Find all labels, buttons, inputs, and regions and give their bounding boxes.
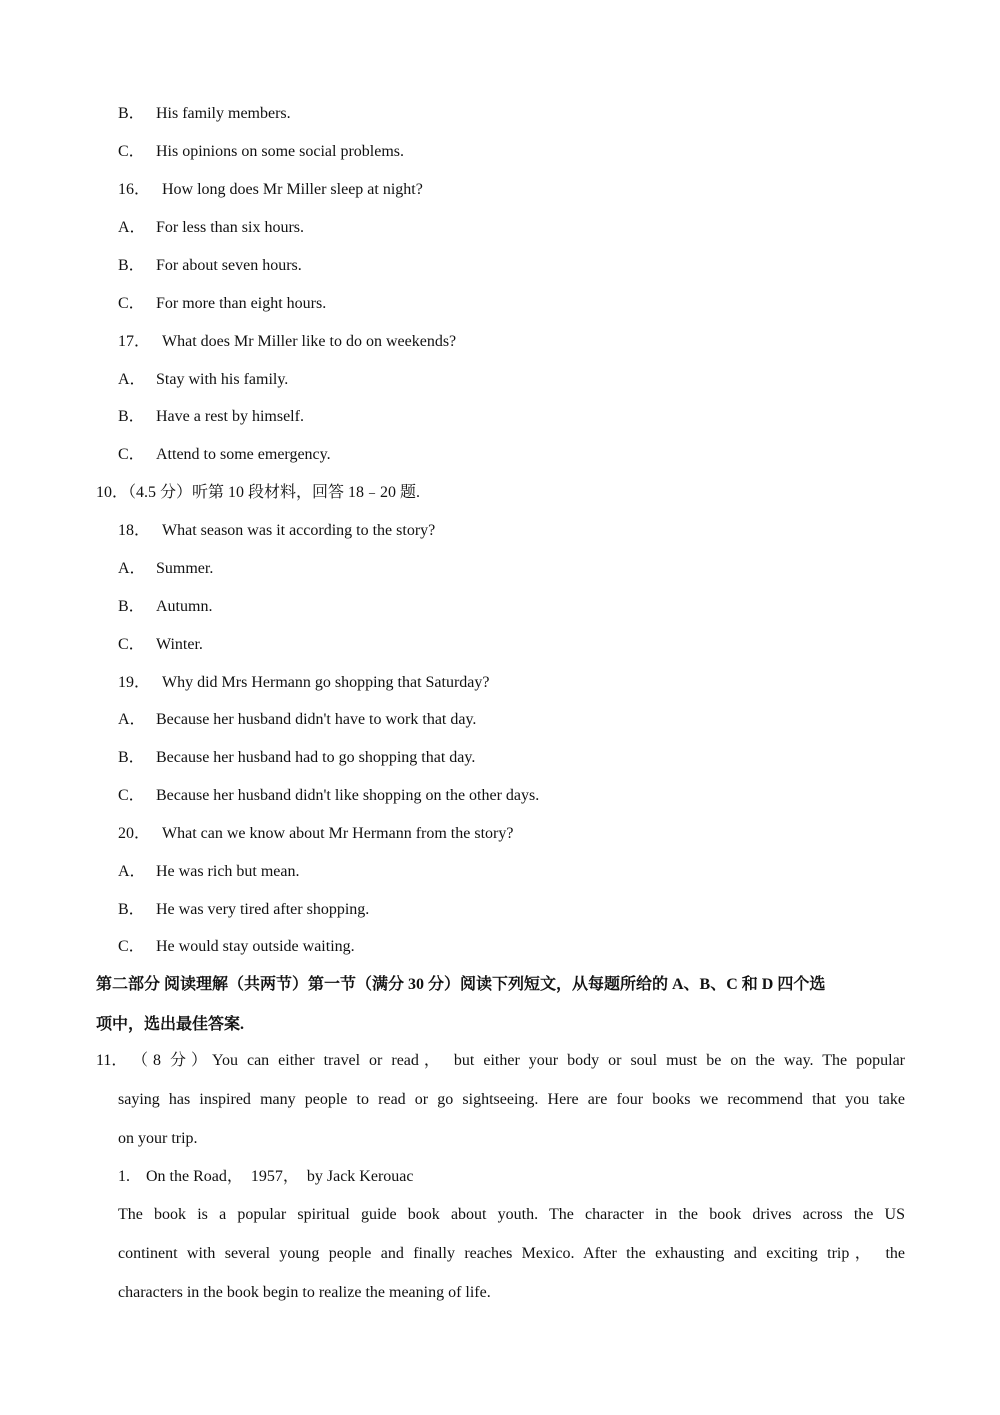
q18-option-b (118, 597, 212, 617)
option-text: His opinions on some social problems. (156, 143, 404, 160)
q19-option-c (118, 786, 539, 806)
option-text: Summer. (156, 560, 214, 577)
q18-option-a (118, 559, 213, 579)
question-text: Why did Mrs Hermann go shopping that Saturday? (162, 674, 490, 691)
q17-option-a (118, 370, 288, 390)
option-label: A． (118, 560, 146, 577)
question-text: How long does Mr Miller sleep at night? (162, 181, 423, 198)
option-text: He was very tired after shopping. (156, 901, 370, 918)
q20-option-b (118, 900, 369, 920)
question-11-intro (118, 1090, 905, 1168)
q15-option-c (118, 142, 404, 162)
q19-option-b (118, 748, 475, 768)
option-label: B． (118, 257, 145, 274)
q20-option-c (118, 937, 355, 957)
option-text: For less than six hours. (156, 219, 304, 236)
option-label: B． (118, 901, 145, 918)
option-text: For more than eight hours. (156, 295, 327, 312)
part2-heading-line1: 第二部分 阅读理解（共两节）第一节（满分 30 分）阅读下列短文，从每题所给的 A、B、C 和 D 四个选 (96, 976, 826, 993)
option-label: C． (118, 787, 145, 804)
option-text: Attend to some emergency. (156, 446, 331, 463)
question-17 (118, 332, 456, 352)
question-11-number: 11． (96, 1052, 128, 1069)
book-1-description (118, 1205, 905, 1322)
question-19 (118, 673, 490, 693)
option-label: C． (118, 446, 145, 463)
option-label: C． (118, 295, 145, 312)
option-label: B． (118, 408, 145, 425)
option-text: Winter. (156, 636, 203, 653)
question-text: What season was it according to the story? (162, 522, 436, 539)
option-text: His family members. (156, 105, 291, 122)
q16-option-a (118, 218, 304, 238)
q17-option-c (118, 445, 331, 465)
question-number: 16． (118, 181, 151, 198)
question-18 (118, 521, 435, 541)
q15-option-b (118, 104, 291, 124)
q19-option-a (118, 710, 476, 730)
option-label: A． (118, 711, 146, 728)
paragraph-line: saying has inspired many people to read or go sightseeing. Here are four books we recommend that you take (118, 1091, 905, 1108)
option-text: For about seven hours. (156, 257, 302, 274)
paragraph-line: on your trip. (118, 1130, 198, 1147)
part2-heading-line2: 项中，选出最佳答案. (96, 1016, 245, 1033)
option-text: Stay with his family. (156, 371, 289, 388)
option-text: He would stay outside waiting. (156, 938, 355, 955)
option-label: C． (118, 636, 145, 653)
option-label: A． (118, 863, 146, 880)
q18-option-c (118, 635, 203, 655)
option-text: Because her husband didn't have to work that day. (156, 711, 477, 728)
paragraph-line: （8 分）You can either travel or read， but either your body or soul must be on the way. The popular (132, 1052, 905, 1069)
q17-option-b (118, 407, 304, 427)
option-label: C． (118, 938, 145, 955)
paragraph-line: continent with several young people and finally reaches Mexico. After the exhausting and exciting trip， the (118, 1245, 905, 1262)
book-1-title: 1. On the Road， 1957， by Jack Kerouac (118, 1168, 414, 1185)
option-text: He was rich but mean. (156, 863, 300, 880)
question-number: 18． (118, 522, 151, 539)
question-number: 19． (118, 674, 151, 691)
option-text: Autumn. (156, 598, 213, 615)
q20-option-a (118, 862, 300, 882)
option-label: B． (118, 749, 145, 766)
option-label: C． (118, 143, 145, 160)
question-16 (118, 180, 423, 200)
option-label: B． (118, 105, 145, 122)
listening-section-10-header: 10．（4.5 分）听第 10 段材料，回答 18﹣20 题. (96, 484, 421, 501)
question-text: What can we know about Mr Hermann from the story? (162, 825, 514, 842)
option-text: Because her husband had to go shopping that day. (156, 749, 476, 766)
question-text: What does Mr Miller like to do on weekends? (162, 333, 457, 350)
option-label: B． (118, 598, 145, 615)
question-20 (118, 824, 513, 844)
question-11-intro-line1 (132, 1051, 905, 1090)
option-text: Have a rest by himself. (156, 408, 304, 425)
q16-option-b (118, 256, 302, 276)
paragraph-line: characters in the book begin to realize the meaning of life. (118, 1284, 491, 1301)
option-label: A． (118, 371, 146, 388)
question-number: 20． (118, 825, 151, 842)
q16-option-c (118, 294, 326, 314)
paragraph-line: The book is a popular spiritual guide book about youth. The character in the book drives across the US (118, 1206, 905, 1223)
question-number: 17． (118, 333, 151, 350)
option-label: A． (118, 219, 146, 236)
option-text: Because her husband didn't like shopping on the other days. (156, 787, 540, 804)
